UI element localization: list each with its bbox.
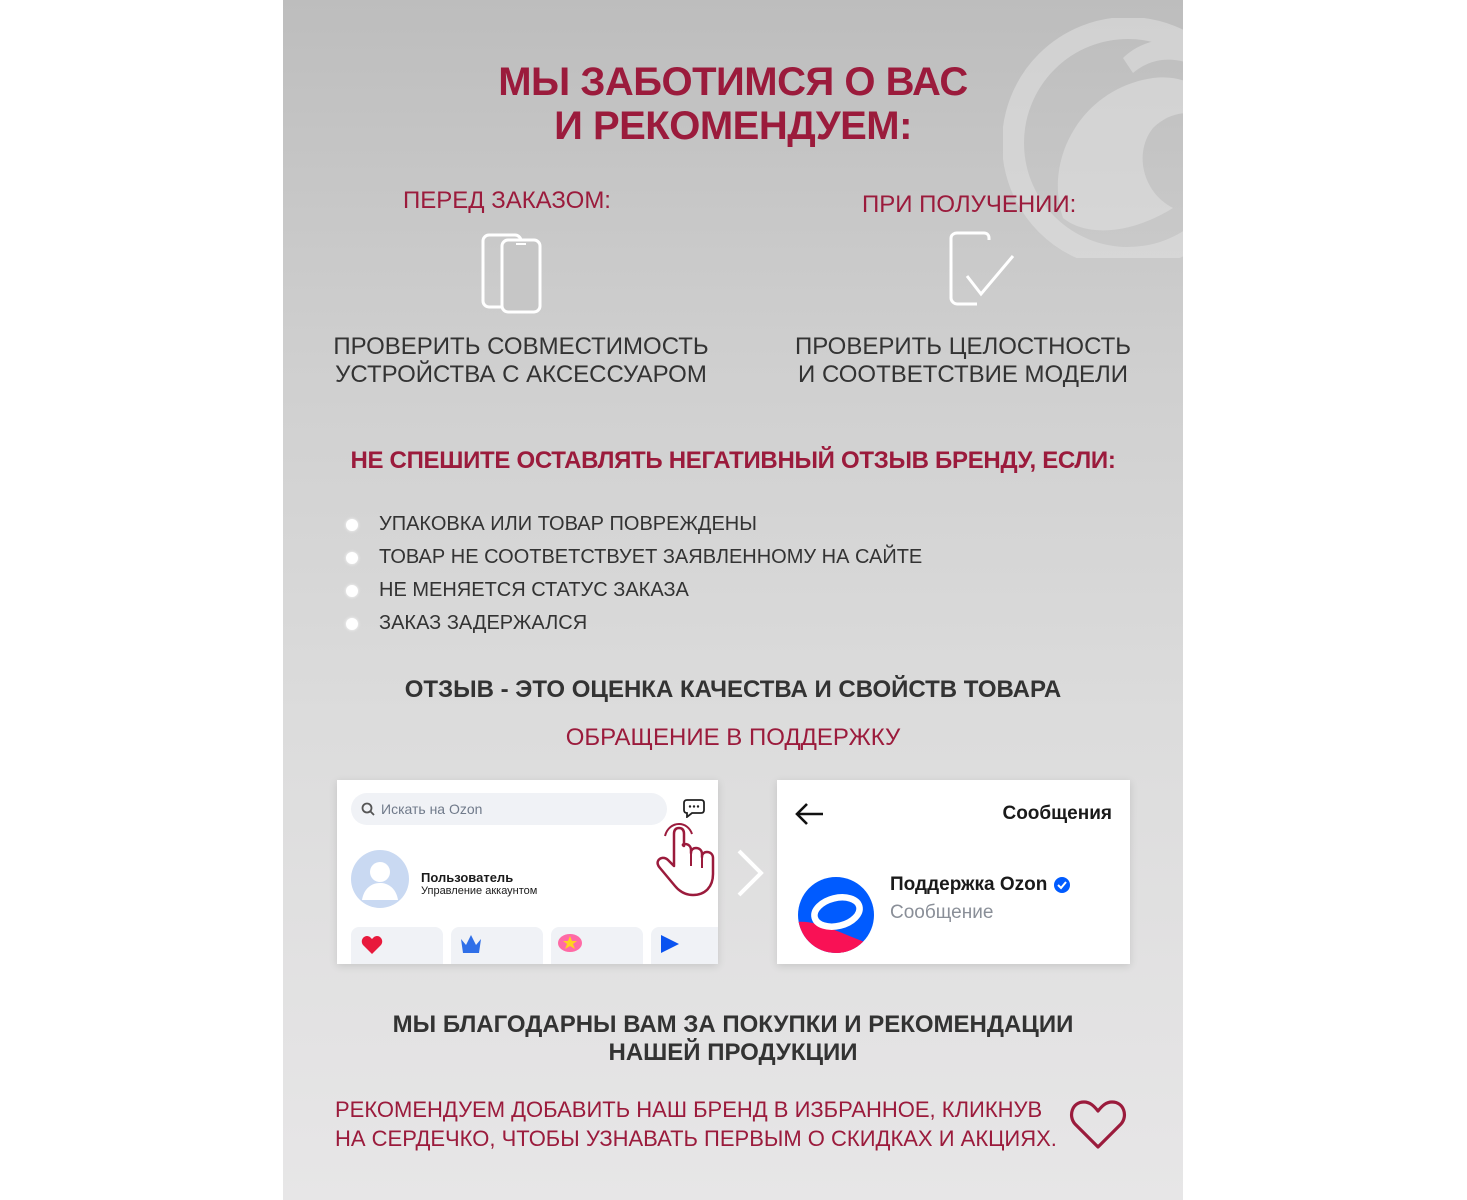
before-order-label: ПЕРЕД ЗАКАЗОМ: [403,187,611,214]
warning-heading: НЕ СПЕШИТЕ ОСТАВЛЯТЬ НЕГАТИВНЫЙ ОТЗЫВ БРЕНДУ, ЕСЛИ: [350,447,1116,474]
thanks-text [283,1011,1183,1067]
support-chat-preview: Сообщение [890,902,994,923]
phone-check-icon [947,230,1019,310]
user-name[interactable]: Пользователь [421,870,514,885]
crown-icon [459,933,483,955]
phones-icon [480,232,544,314]
reasons-list [346,508,922,640]
chevron-right-icon [735,848,765,898]
after-text-line-1: ПРОВЕРИТЬ ЦЕЛОСТНОСТЬ [794,333,1132,360]
support-chat-name[interactable] [890,874,1071,896]
bullet [346,585,358,597]
ozon-profile-screenshot [337,780,718,964]
bullet [346,618,358,630]
after-text-line-2: И СООТВЕТСТВИЕ МОДЕЛИ [798,361,1128,388]
on-receipt-label: ПРИ ПОЛУЧЕНИИ: [862,191,1077,218]
heart-icon [1069,1098,1127,1150]
title-line-1: МЫ ЗАБОТИМСЯ О ВАС [498,60,968,104]
verified-icon [1053,876,1071,894]
bullet [346,519,358,531]
list-item-text: ТОВАР НЕ СООТВЕТСТВУЕТ ЗАЯВЛЕННОМУ НА САЙТЕ [379,546,923,568]
premium-tile[interactable] [451,927,543,964]
list-item [346,574,922,607]
bullet [346,552,358,564]
ozon-messages-screenshot [777,780,1130,964]
support-title: ОБРАЩЕНИЕ В ПОДДЕРЖКУ [565,724,901,751]
play-icon [659,933,681,955]
reviews-tile[interactable] [551,927,643,964]
account-management[interactable]: Управление аккаунтом [421,885,538,897]
video-tile[interactable] [651,927,718,964]
review-note: ОТЗЫВ - ЭТО ОЦЕНКА КАЧЕСТВА И СВОЙСТВ ТОВАРА [404,676,1062,703]
hand-pointer-icon [655,822,718,902]
recommend-line-2: НА СЕРДЕЧКО, ЧТОБЫ УЗНАВАТЬ ПЕРВЫМ О СКИДКАХ И АКЦИЯХ. [335,1126,1057,1151]
heart-icon [361,935,383,955]
on-receipt-text [763,333,1163,389]
search-icon [361,802,375,816]
list-item [346,607,922,640]
list-item-text: УПАКОВКА ИЛИ ТОВАР ПОВРЕЖДЕНЫ [379,513,757,535]
recommend-line-1: РЕКОМЕНДУЕМ ДОБАВИТЬ НАШ БРЕНД В ИЗБРАННОЕ, КЛИКНУВ [335,1097,1043,1122]
before-text-line-2: УСТРОЙСТВА С АКСЕССУАРОМ [335,361,707,388]
page-title [283,60,1183,148]
ozon-logo-icon[interactable] [797,876,875,954]
chat-icon[interactable] [683,798,705,818]
info-card [283,0,1183,1200]
recommend-text [335,1095,1057,1153]
before-order-text [321,333,721,389]
list-item-text: НЕ МЕНЯЕТСЯ СТАТУС ЗАКАЗА [379,579,689,601]
thanks-line-2: НАШЕЙ ПРОДУКЦИИ [608,1039,858,1066]
search-input[interactable]: Искать на Ozon [381,801,483,817]
list-item [346,541,922,574]
support-name-text: Поддержка Ozon [890,874,1048,895]
messages-title: Сообщения [1002,803,1112,824]
list-item-text: ЗАКАЗ ЗАДЕРЖАЛСЯ [379,612,588,634]
back-arrow-icon[interactable] [795,802,825,826]
list-item [346,508,922,541]
star-chat-icon [557,933,583,955]
before-text-line-1: ПРОВЕРИТЬ СОВМЕСТИМОСТЬ [333,333,709,360]
title-line-2: И РЕКОМЕНДУЕМ: [554,104,912,148]
thanks-line-1: МЫ БЛАГОДАРНЫ ВАМ ЗА ПОКУПКИ И РЕКОМЕНДАЦИИ [392,1011,1074,1038]
avatar[interactable] [351,850,409,908]
search-bar[interactable] [351,793,667,825]
favorites-tile[interactable] [351,927,443,964]
